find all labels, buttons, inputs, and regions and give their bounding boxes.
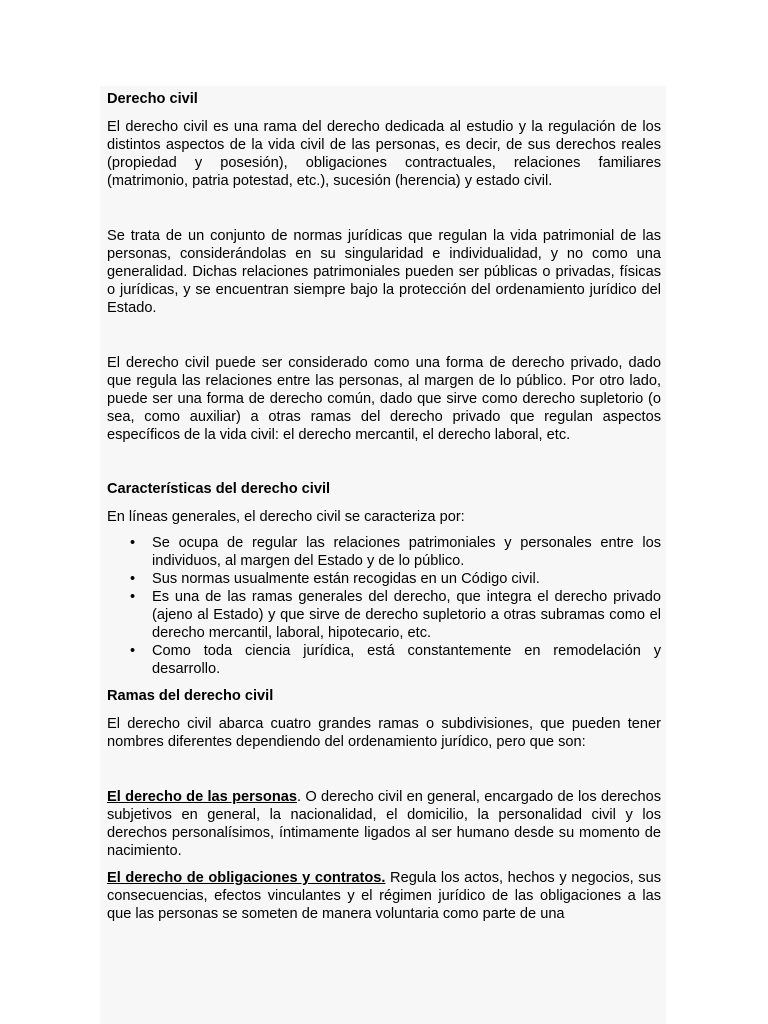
bullet-icon: • [130, 571, 136, 587]
section-heading-caracteristicas: Características del derecho civil [107, 481, 331, 497]
section-heading-ramas: Ramas del derecho civil [107, 688, 274, 704]
branch-paragraph-obligaciones [107, 869, 661, 923]
list-item-text: Como toda ciencia jurídica, está constantemente en remodelación y desarrollo. [152, 643, 661, 677]
list-item [130, 588, 661, 642]
section-heading-derecho-civil: Derecho civil [107, 91, 198, 107]
list-item [130, 570, 661, 588]
list-item [130, 534, 661, 570]
branch-paragraph-personas [107, 788, 661, 860]
bullet-icon: • [130, 643, 136, 659]
list-item-text: Se ocupa de regular las relaciones patrimoniales y personales entre los individuos, al margen del Estado y de lo público. [152, 535, 661, 569]
branch-text: . O derecho civil en general, encargado de los derechos subjetivos en general, la nacionalidad, el domicilio, la personalidad civil y los derechos personalísimos, íntimamente ligados al ser humano desde su momento de nacimiento. [107, 789, 661, 859]
list-item-text: Sus normas usualmente están recogidas en un Código civil. [152, 571, 540, 587]
list-item [130, 642, 661, 678]
branch-term: El derecho de obligaciones y contratos. [107, 870, 386, 886]
paragraph: En líneas generales, el derecho civil se caracteriza por: [107, 509, 465, 525]
characteristics-list [107, 534, 661, 678]
paragraph: El derecho civil abarca cuatro grandes ramas o subdivisiones, que pueden tener nombres diferentes dependiendo del ordenamiento jurídico, pero que son: [107, 716, 661, 750]
branch-term: El derecho de las personas [107, 789, 297, 805]
bullet-icon: • [130, 535, 136, 551]
bullet-icon: • [130, 589, 136, 605]
paragraph: El derecho civil es una rama del derecho dedicada al estudio y la regulación de los distintos aspectos de la vida civil de las personas, es decir, de sus derechos reales (propiedad y posesión), obligaciones contractuales, relaciones familiares (matrimonio, patria potestad, etc.), sucesión (herencia) y estado civil. [107, 119, 661, 189]
paragraph: Se trata de un conjunto de normas jurídicas que regulan la vida patrimonial de las personas, considerándolas en su singularidad e individualidad, y no como una generalidad. Dichas relaciones patrimoniales pueden ser públicas o privadas, físicas o jurídicas, y se encuentran siempre bajo la protección del ordenamiento jurídico del Estado. [107, 228, 661, 316]
paragraph: El derecho civil puede ser considerado como una forma de derecho privado, dado que regula las relaciones entre las personas, al margen de lo público. Por otro lado, puede ser una forma de derecho común, dado que sirve como derecho supletorio (o sea, como auxiliar) a otras ramas del derecho privado que regulan aspectos específicos de la vida civil: el derecho mercantil, el derecho laboral, etc. [107, 355, 661, 443]
branch-text: Regula los actos, hechos y negocios, sus consecuencias, efectos vinculantes y el régimen jurídico de las obligaciones a las que las personas se someten de manera voluntaria como parte de una [107, 870, 661, 922]
document-content [107, 90, 661, 923]
list-item-text: Es una de las ramas generales del derecho, que integra el derecho privado (ajeno al Estado) y que sirve de derecho supletorio a otras subramas como el derecho mercantil, laboral, hipotecario, etc. [152, 589, 661, 641]
